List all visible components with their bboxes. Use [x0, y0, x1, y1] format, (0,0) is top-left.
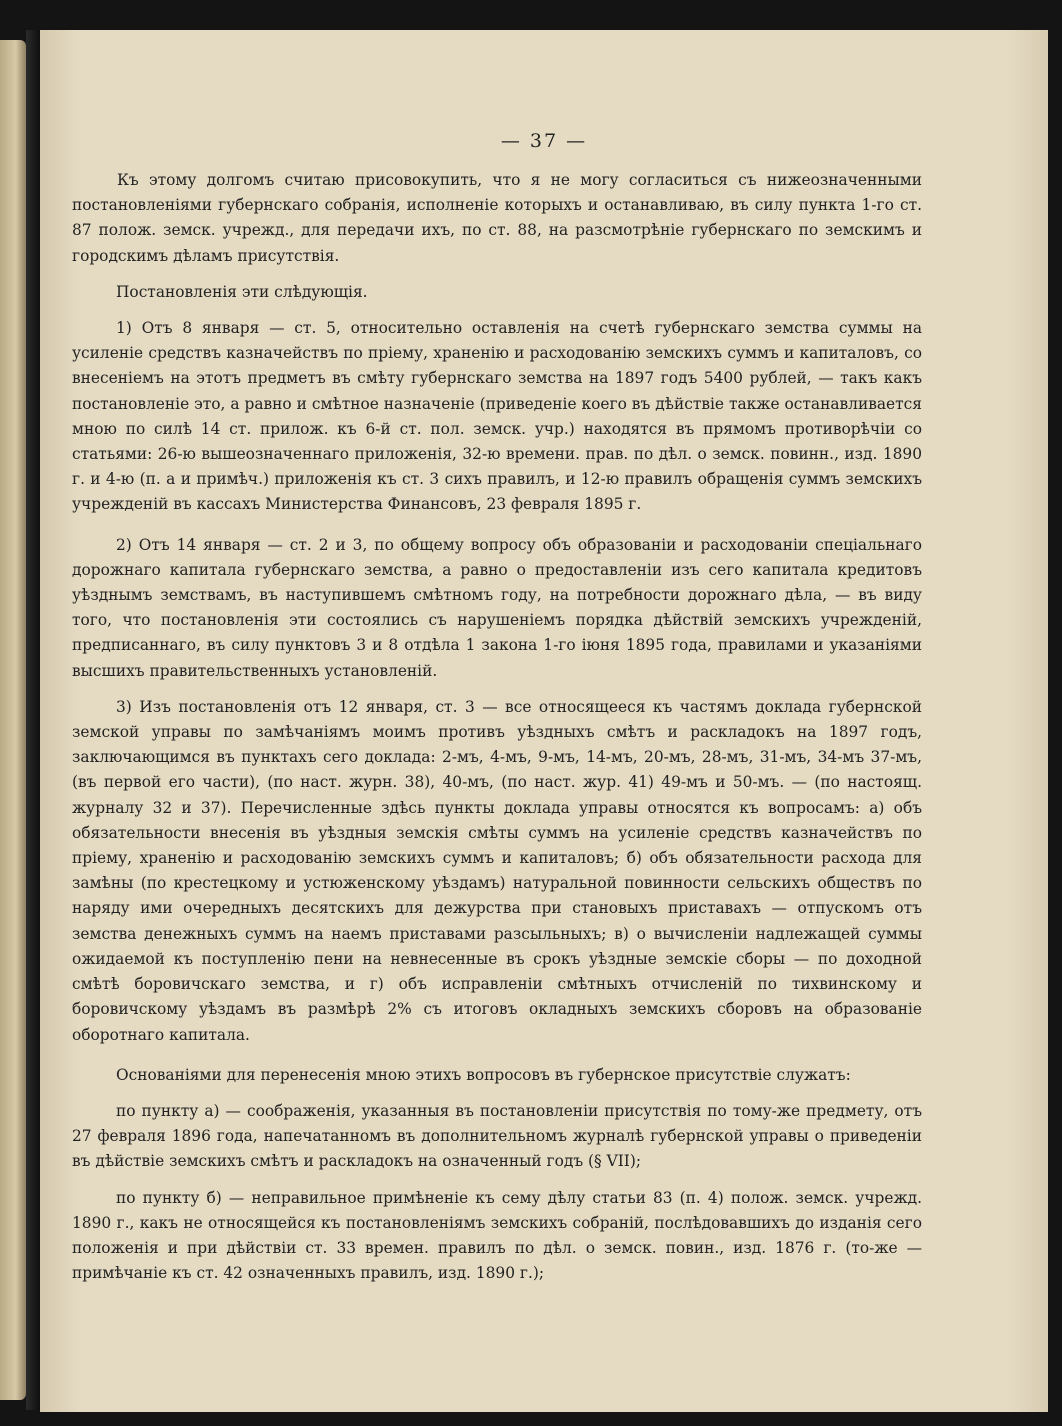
paragraph-grounds: Основаніями для перенесенія мною этихъ вопросовъ въ губернское присутствіе служатъ: — [116, 1065, 851, 1084]
paragraph-point-b: по пункту б) — неправильное примѣненіе къ сему дѣлу статьи 83 (п. 4) полож. земск. учрежд. 1890 г., какъ не относящейся къ постановленіямъ земскихъ собраній, послѣдовавшихъ до изданія сего положенія и при дѣйствіи ст. 33 времен. правилъ по дѣл. о земск. повин., изд. 1876 г. (то-же — примѣчаніе къ ст. 42 означенныхъ правилъ, изд. 1890 г.); — [72, 1188, 922, 1283]
page-number: — 37 — — [500, 130, 588, 152]
paragraph-heading: Постановленія эти слѣдующія. — [116, 282, 368, 301]
paragraph-intro: Къ этому долгомъ считаю присовокупить, что я не могу согласиться съ нижеозначенными постановленіями губернскаго собранія, исполненіе которыхъ и останавливаю, въ силу пункта 1-го ст. 87 полож. земск. учрежд., для передачи ихъ, по ст. 88, на разсмотрѣніе губернскаго по земскимъ и городскимъ дѣламъ присутствія. — [72, 171, 922, 265]
paragraph-item-3: 3) Изъ постановленія отъ 12 января, ст. 3 — все относящееся къ частямъ доклада губернской земской управы по замѣчаніямъ моимъ противъ уѣздныхъ смѣтъ и раскладокъ на 1897 годъ, заключающимся въ пунктахъ сего доклада: 2-мъ, 4-мъ, 9-мъ, 14-мъ, 20-мъ, 28-мъ, 31-мъ, 34-мъ 37-мъ, (въ первой его части), (по наст. журн. 38), 40-мъ, (по наст. жур. 41) 49-мъ и 50-мъ. — (по настоящ. журналу 32 и 37). Перечисленные здѣсь пункты доклада управы относятся къ вопросамъ: а) объ обязательности внесенія въ уѣздныя земскія смѣты суммъ на усиленіе средствъ казначействъ по пріему, храненію и расходованію земскихъ суммъ и капиталовъ; б) объ обязательности расхода для замѣны (по крестецкому и устюженскому уѣздамъ) натуральной повинности сельскихъ обществъ по наряду ими очередныхъ десятскихъ для дежурства при становыхъ приставахъ — отпускомъ отъ земства денежныхъ суммъ на наемъ приставами разсыльныхъ; в) о вычисленіи надлежащей суммы ожидаемой къ поступленію пени на невнесенные въ срокъ уѣздные земскіе сборы — по доходной смѣтѣ боровичскаго земства, и г) объ исправленіи смѣтныхъ отчисленій по тихвинскому и боровичскому уѣздамъ въ размѣрѣ 2% съ итоговъ окладныхъ земскихъ сборовъ на образованіе оборотнаго капитала. — [72, 697, 922, 1044]
left-page-edge — [0, 40, 26, 1400]
paragraph-item-1: 1) Отъ 8 января — ст. 5, относительно оставленія на счетѣ губернскаго земства суммы на усиленіе средствъ казначействъ по пріему, храненію и расходованію земскихъ суммъ и капиталовъ, со внесеніемъ на этотъ предметъ въ смѣту губернскаго земства на 1897 годъ 5400 рублей, — такъ какъ постановленіе это, а равно и смѣтное назначеніе (приведеніе коего въ дѣйствіе также останавливается мною по силѣ 14 ст. прилож. къ 6-й ст. пол. земск. учр.) находятся въ прямомъ противорѣчіи со статьями: 26-ю вышеозначеннаго приложенія, 32-ю времени. прав. по дѣл. о земск. повинн., изд. 1890 г. и 4-ю (п. а и примѣч.) приложенія къ ст. 3 сихъ правилъ, и 12-ю правилъ обращенія суммъ земскихъ учрежденій въ кассахъ Министерства Финансовъ, 23 февраля 1895 г. — [72, 319, 922, 514]
paragraph-item-2: 2) Отъ 14 января — ст. 2 и 3, по общему вопросу объ образованіи и расходованіи спеціальнаго дорожнаго капитала губернскаго земства, а равно о предоставленіи изъ сего капитала кредитовъ уѣзднымъ земствамъ, въ наступившемъ смѣтномъ году, на потребности дорожнаго дѣла, — въ виду того, что постановленія эти состоялись съ нарушеніемъ порядка дѣйствій земскихъ учрежденій, предписаннаго, въ силу пунктовъ 3 и 8 отдѣла 1 закона 1-го іюня 1895 года, правилами и указаніями высшихъ правительственныхъ установленій. — [72, 535, 922, 680]
paragraph-point-a: по пункту а) — соображенія, указанныя въ постановленіи присутствія по тому-же предмету, отъ 27 февраля 1896 года, напечатанномъ въ дополнительномъ журналѣ губернской управы о приведеніи въ дѣйствіе земскихъ смѣтъ и раскладокъ на означенный годъ (§ VII); — [72, 1101, 922, 1171]
page-text — [72, 168, 922, 1297]
document-page — [40, 30, 1048, 1412]
